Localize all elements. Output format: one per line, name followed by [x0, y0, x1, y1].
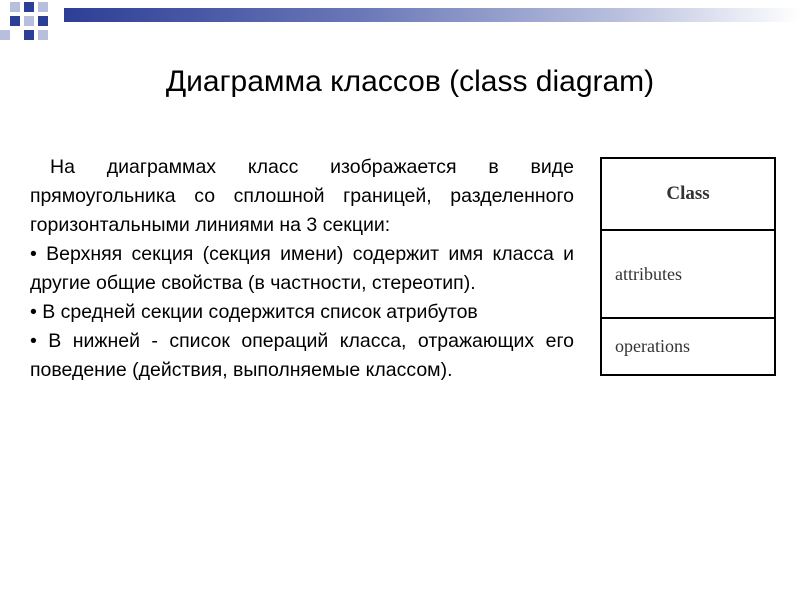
decor-square: [38, 2, 48, 12]
body-text: [30, 153, 574, 385]
operations-label: operations: [615, 336, 690, 356]
class-name-section: [602, 159, 774, 231]
attributes-section: [602, 231, 774, 319]
corner-decoration: [0, 0, 64, 56]
decor-square: [0, 30, 10, 40]
decor-square: [24, 30, 34, 40]
decor-square: [38, 16, 48, 26]
bullet-bottom-section: • В нижней - список операций класса, отражающих его поведение (действия, выполняемые классом).: [30, 330, 574, 381]
bullet-top-section: • Верхняя секция (секция имени) содержит имя класса и другие общие свойства (в частности, стереотип).: [30, 243, 574, 294]
decor-square: [38, 30, 48, 40]
class-name-label: Class: [666, 183, 710, 204]
slide-title: Диаграмма классов (class diagram): [165, 65, 655, 98]
decor-square: [10, 2, 20, 12]
header-band: [64, 8, 800, 22]
attributes-label: attributes: [615, 263, 682, 284]
operations-section: [602, 319, 774, 374]
uml-class-box: [600, 157, 776, 376]
decor-square: [10, 16, 20, 26]
decor-square: [24, 16, 34, 26]
decor-square: [24, 2, 34, 12]
bullet-middle-section: • В средней секции содержится список атрибутов: [30, 301, 478, 323]
paragraph-intro: На диаграммах класс изображается в виде прямоугольника со сплошной границей, разделенного горизонтальными линиями на 3 секции:: [30, 156, 574, 236]
